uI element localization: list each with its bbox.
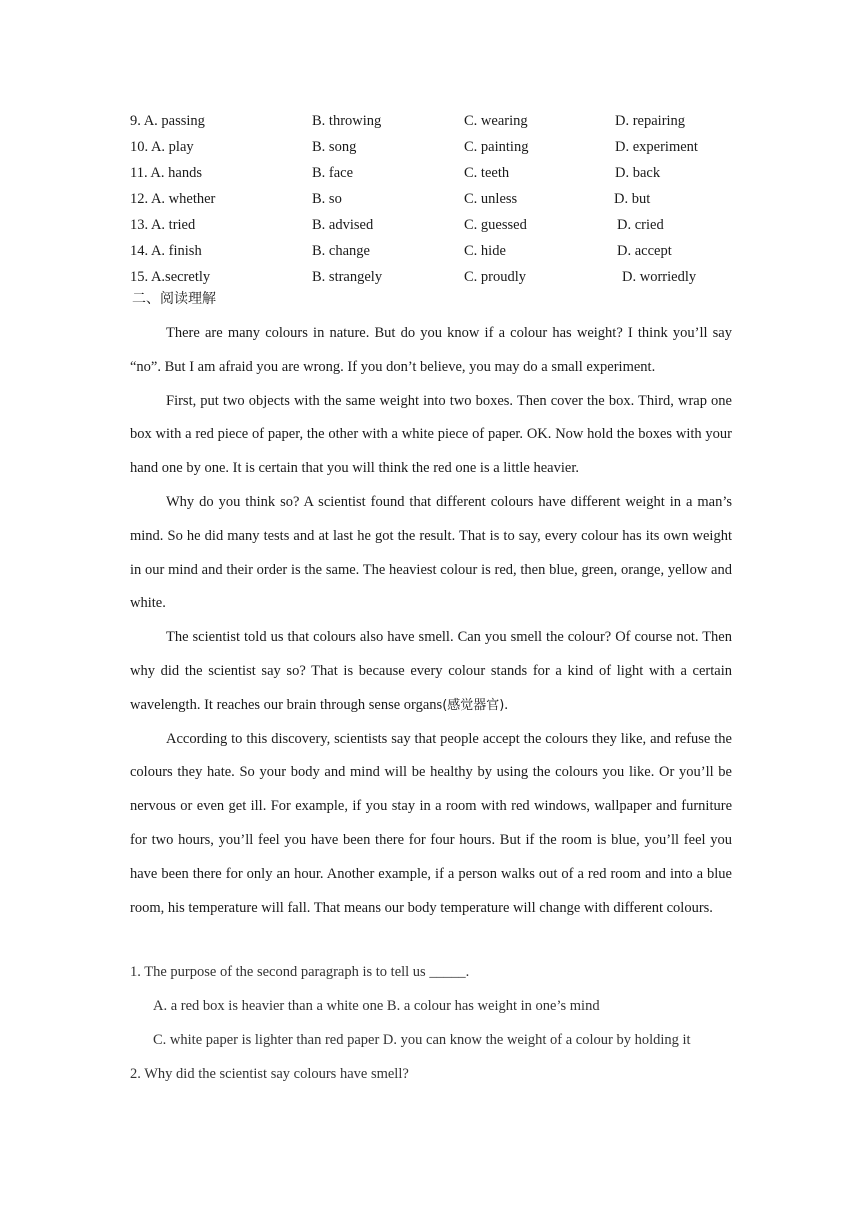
option-b: B. song (312, 139, 357, 155)
reading-passage (130, 317, 732, 925)
option-a: 14. A. finish (130, 243, 202, 259)
option-d: D. repairing (615, 113, 686, 129)
section-title: 二、阅读理解 (132, 291, 216, 307)
question-1-options-cd: C. white paper is lighter than red paper D. you can know the weight of a colour by holding it (153, 1032, 691, 1048)
option-c: C. wearing (464, 113, 528, 129)
option-a: 11. A. hands (130, 165, 202, 181)
paragraph-4-note: (感觉器官) (442, 697, 505, 713)
option-a: 10. A. play (130, 139, 194, 155)
option-a: 9. A. passing (130, 113, 205, 129)
paragraph-4-end: . (504, 696, 508, 713)
paragraph-4 (130, 621, 732, 722)
option-c: C. teeth (464, 165, 510, 181)
option-b: B. strangely (312, 269, 383, 285)
option-d: D. back (615, 165, 661, 181)
question-1: 1. The purpose of the second paragraph is to tell us _____. (130, 964, 470, 980)
option-d: D. cried (617, 217, 664, 233)
option-b: B. so (312, 191, 342, 207)
option-c: C. guessed (464, 217, 527, 233)
option-a: 12. A. whether (130, 191, 216, 207)
paragraph-1: There are many colours in nature. But do you know if a colour has weight? I think you’ll say “no”. But I am afraid you are wrong. If you don’t believe, you may do a small experiment. (130, 325, 732, 375)
paragraph-5: According to this discovery, scientists say that people accept the colours they like, and refuse the colours they hate. So your body and mind will be healthy by using the colours you like. Or you’ll be nervous or even get ill. For example, if you stay in a room with red windows, wallpaper and furniture for two hours, you’ll feel you have been there for four hours. But if the room is blue, you’ll feel you have been there for only an hour. Another example, if a person walks out of a red room and into a blue room, his temperature will fall. That means our body temperature will change with different colours. (130, 730, 732, 916)
question-2: 2. Why did the scientist say colours have smell? (130, 1066, 409, 1082)
option-c: C. painting (464, 139, 529, 155)
option-a: 15. A.secretly (130, 269, 211, 285)
option-d: D. but (614, 191, 651, 207)
option-b: B. throwing (312, 113, 382, 129)
paragraph-3: Why do you think so? A scientist found that different colours have different weight in a man’s mind. So he did many tests and at last he got the result. That is to say, every colour has its own weight in our mind and their order is the same. The heaviest colour is red, then blue, green, orange, yellow and white. (130, 493, 732, 612)
option-b: B. face (312, 165, 354, 181)
option-b: B. advised (312, 217, 374, 233)
question-1-options-ab: A. a red box is heavier than a white one B. a colour has weight in one’s mind (153, 998, 600, 1014)
paragraph-2: First, put two objects with the same weight into two boxes. Then cover the box. Third, wrap one box with a red piece of paper, the other with a white piece of paper. OK. Now hold the boxes with your hand one by one. It is certain that you will think the red one is a little heavier. (130, 392, 732, 477)
option-c: C. proudly (464, 269, 527, 285)
option-c: C. hide (464, 243, 506, 259)
option-d: D. experiment (615, 139, 698, 155)
option-d: D. accept (617, 243, 672, 259)
option-d: D. worriedly (622, 269, 697, 285)
option-c: C. unless (464, 191, 518, 207)
paragraph-4-text: The scientist told us that colours also have smell. Can you smell the colour? Of course not. Then why did the scientist say so? That is because every colour stands for a kind of light with a certain wavelength. It reaches our brain through sense organs (130, 629, 732, 713)
option-b: B. change (312, 243, 370, 259)
option-a: 13. A. tried (130, 217, 196, 233)
